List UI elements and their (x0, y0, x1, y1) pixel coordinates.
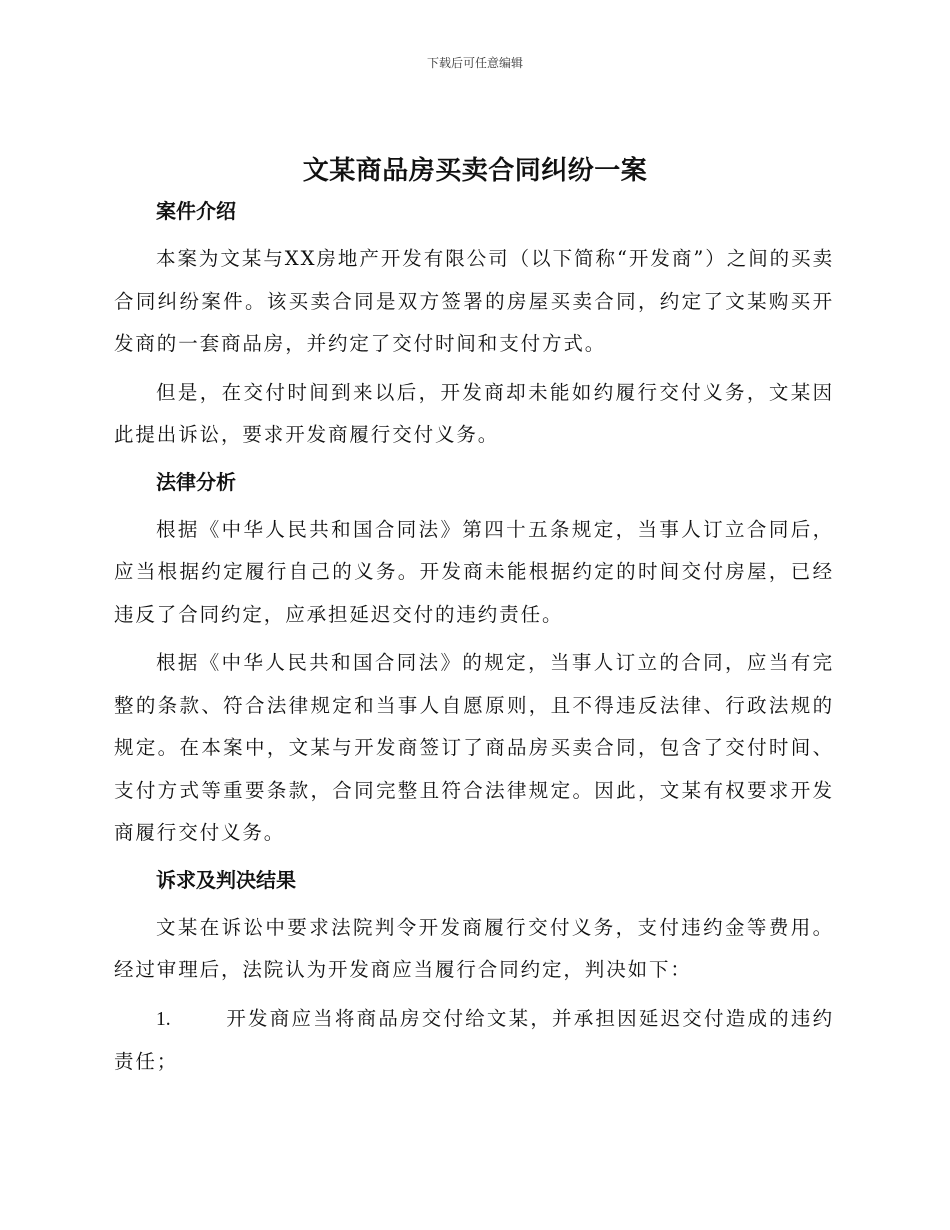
section-heading-claims-judgment: 诉求及判决结果 (156, 867, 296, 892)
list-number: 1. (156, 1008, 171, 1030)
list-item (114, 998, 834, 1084)
list-item-text: 开发商应当将商品房交付给文某，并承担因延迟交付造成的违约责任； (114, 1006, 834, 1073)
paragraph: 根据《中华人民共和国合同法》第四十五条规定，当事人订立合同后，应当根据约定履行自己的义务。开发商未能根据约定的时间交付房屋，已经违反了合同约定，应承担延迟交付的违约责任。 (114, 517, 834, 626)
paragraph: 本案为文某与XX房地产开发有限公司（以下简称“开发商”）之间的买卖合同纠纷案件。该买卖合同是双方签署的房屋买卖合同，约定了文某购买开发商的一套商品房，并约定了交付时间和支付方式。 (114, 247, 834, 355)
document-body (114, 192, 834, 1084)
section-heading-legal-analysis: 法律分析 (156, 469, 236, 494)
section-heading-case-intro: 案件介绍 (156, 199, 236, 223)
paragraph: 文某在诉讼中要求法院判令开发商履行交付义务，支付违约金等费用。经过审理后，法院认为开发商应当履行合同约定，判决如下： (114, 915, 834, 981)
paragraph: 根据《中华人民共和国合同法》的规定，当事人订立的合同，应当有完整的条款、符合法律规定和当事人自愿原则，且不得违反法律、行政法规的规定。在本案中，文某与开发商签订了商品房买卖合同，包含了交付时间、支付方式等重要条款，合同完整且符合法律规定。因此，文某有权要求开发商履行交付义务。 (114, 651, 834, 844)
document-title: 文某商品房买卖合同纠纷一案 (302, 156, 648, 186)
paragraph: 但是，在交付时间到来以后，开发商却未能如约履行交付义务，文某因此提出诉讼，要求开发商履行交付义务。 (114, 380, 834, 446)
page-header: 下载后可任意编辑 (426, 56, 523, 70)
